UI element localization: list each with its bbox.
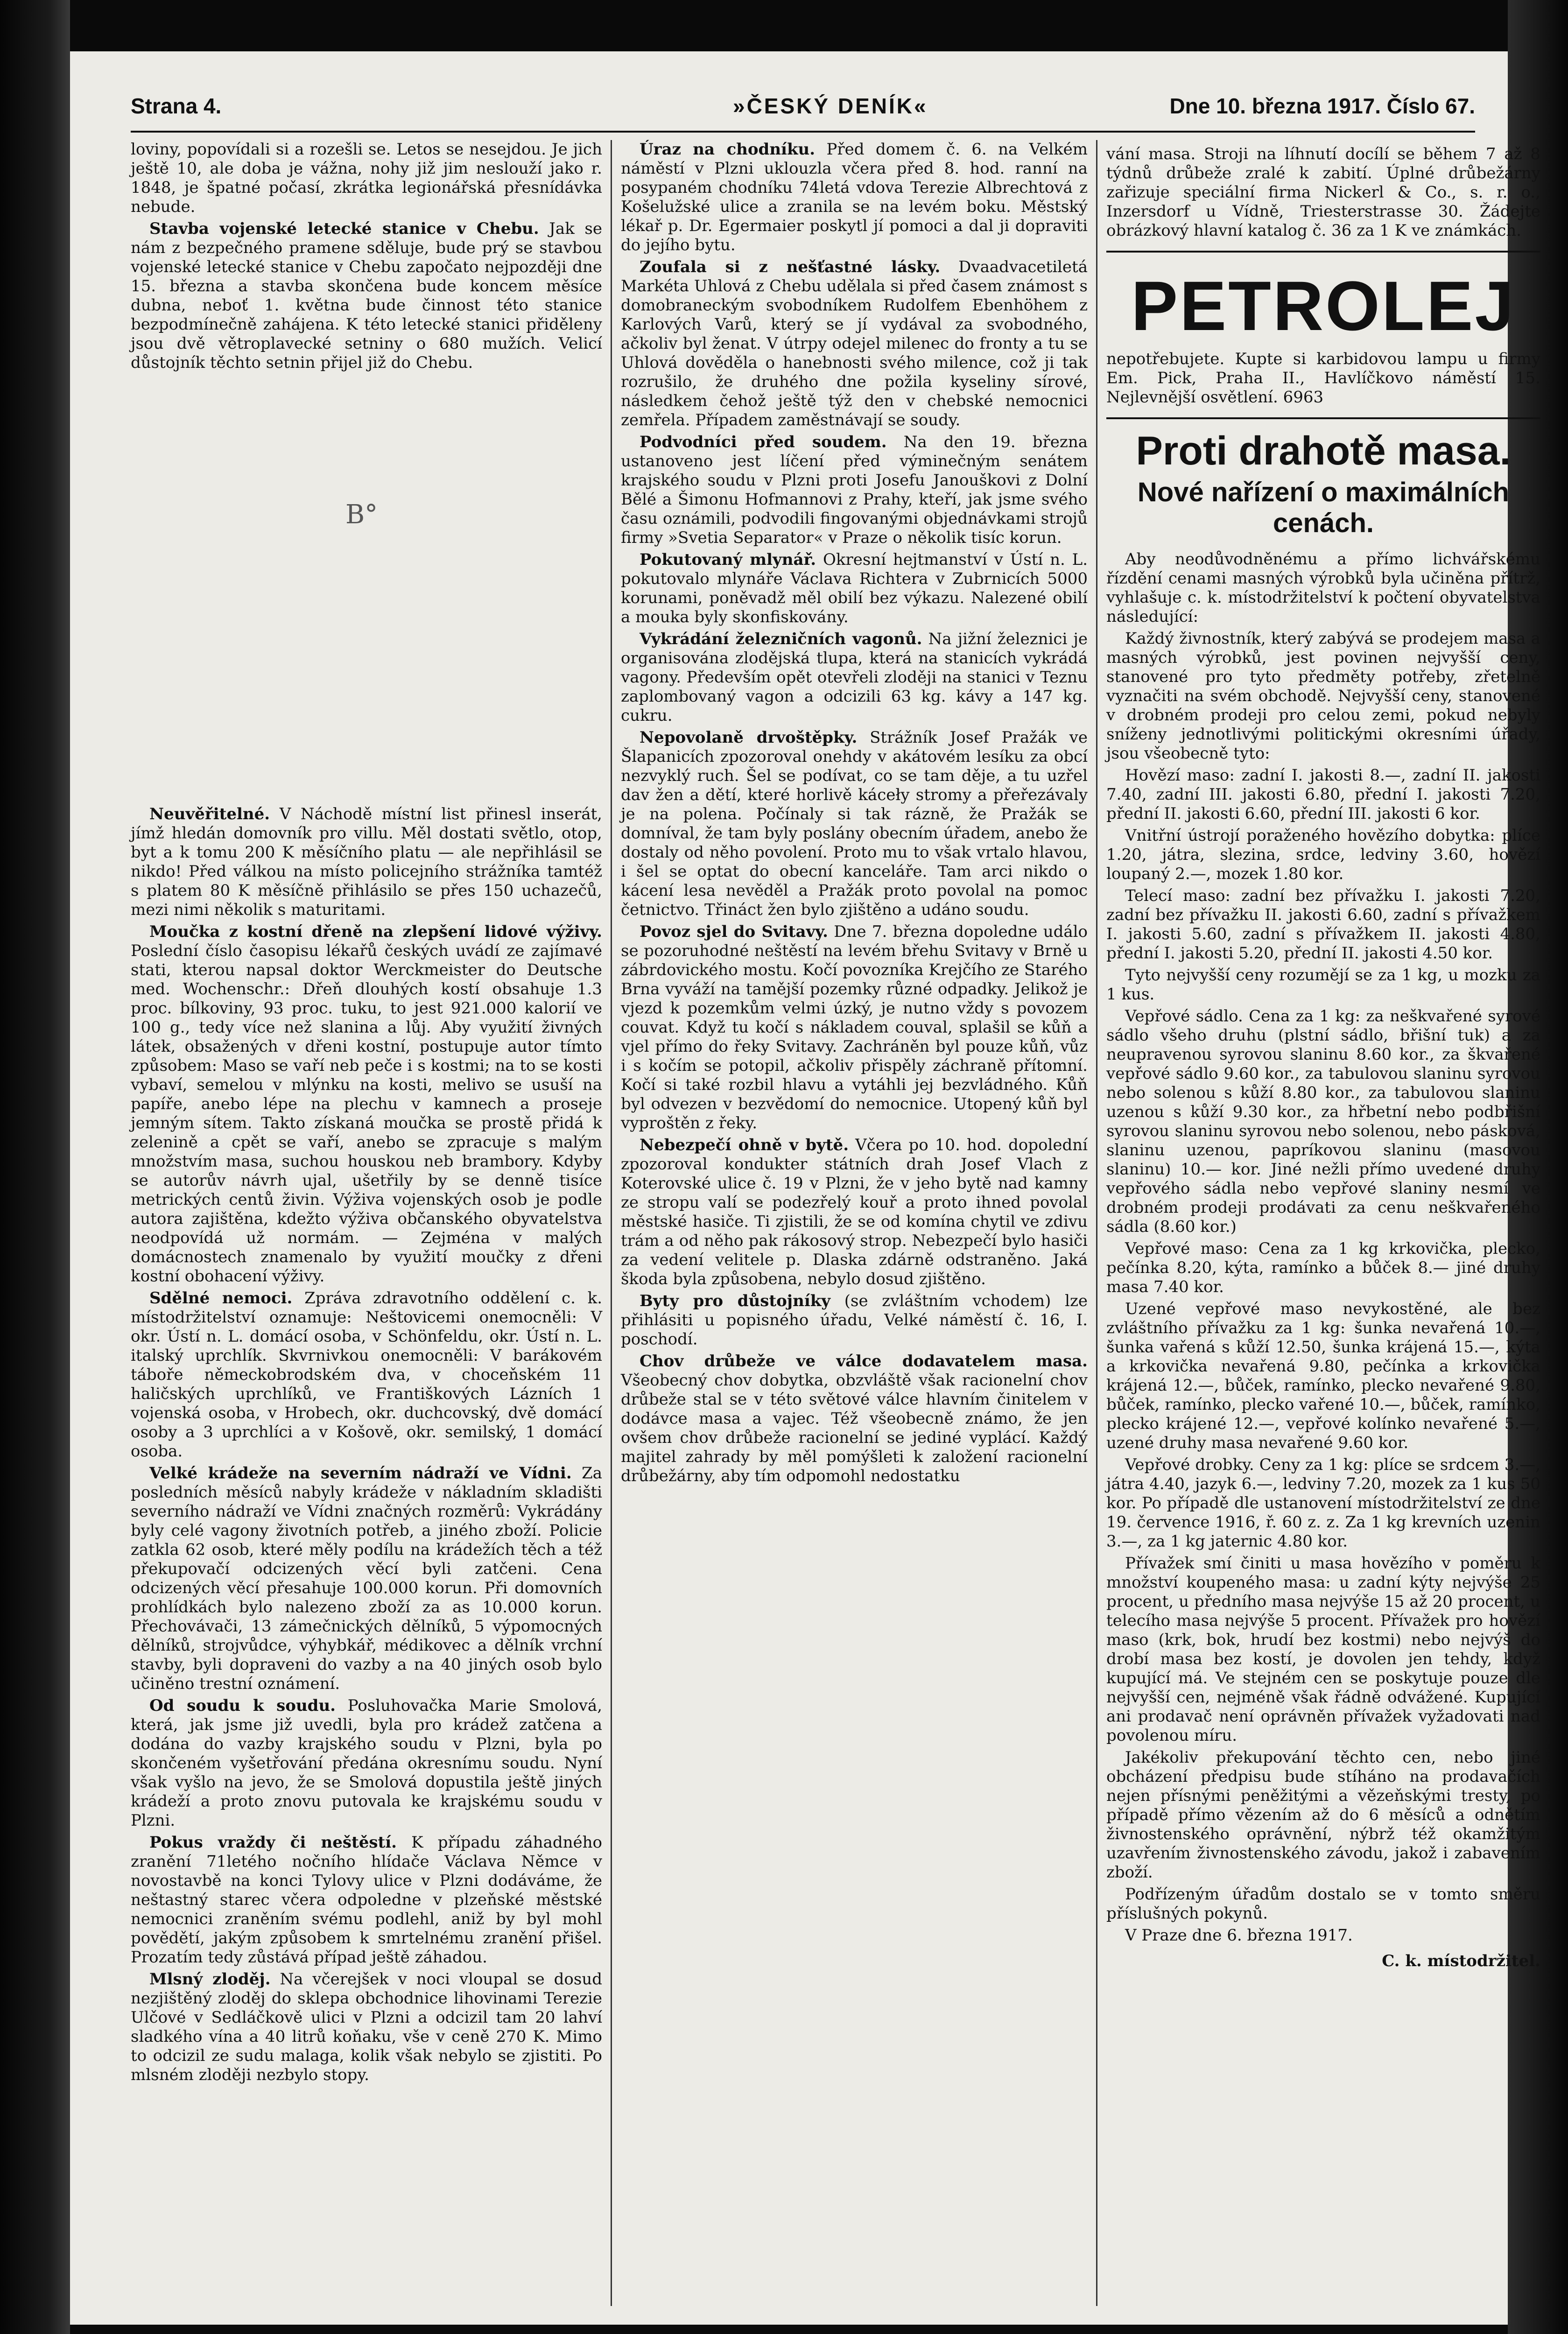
article-headline: Od soudu k soudu. <box>149 1696 336 1715</box>
issue-date: Dne 10. března 1917. Číslo 67. <box>1169 94 1475 118</box>
page-header <box>131 93 1475 131</box>
poultry-ad-continuation <box>1106 140 1540 253</box>
notice-paragraph: Vepřové maso: Cena za 1 kg krkovička, plecko, pečínka 8.20, kýta, ramínko a bůček 8.— jiné druhy masa 7.40 kor. <box>1106 1239 1540 1296</box>
article-text: Posluhovačka Marie Smolová, která, jak jsme již uvedli, byla pro krádež zatčena a dodána do vazby krajského soudu v Plzni, byla po skončeném vyšetřování předána okresnímu soudu. Nyní však vyšlo na jevo, že se Smolová dopustila ještě jiných krádeží a proto znovu putovala ke krajskému soudu v Plzni. <box>131 1696 603 1830</box>
article-text: Na jižní železnici je organisována zlodějská tlupa, která na stanicích vykrádá vagony. Především opět otevřeli zloději na stanici v Teznu zaplombovaný vagon a odcizili 63 kg. kávy a 147 kg. cukru. <box>621 630 1088 725</box>
article-headline: Mlsný zloděj. <box>149 1970 271 1989</box>
article <box>131 805 602 920</box>
article-text: Zpráva zdravotního oddělení c. k. místodržitelství oznamuje: Neštovicemi onemocněli: V okr. Ústí n. L. domácí osoba, v Schönfeldu, okr. Ústí n. L. italský uprchlík. Skvrnivkou onemocněli: V barákovém táboře německobrodském dva, v choceňském 11 haličských uprchlíků, ve Františkových Lázních 1 vojenská osoba, v Hrobech, okr. duchcovský, dvě domácí osoby a 3 uprchlíci a v Košově, okr. semilský, 1 domácí osoba. <box>131 1289 602 1461</box>
article <box>621 433 1088 548</box>
article-headline: Povoz sjel do Svitavy. <box>640 922 828 941</box>
notice-date: V Praze dne 6. března 1917. <box>1125 1926 1353 1945</box>
article-text: Včera po 10. hod. dopolední zpozoroval kondukter státních drah Josef Vlach z Koterovské ulice č. 19 v Plzni, že v jeho bytě nad kamny ze stropu valí se podezřelý kouř a proto ihned povolal městské hasiče. Ti zjistili, že se od komína chytil ve zdivu trám a od něho pak rákosový strop. Nebezpečí bylo hasiči za vedení velitele p. Dlaska zdárně odstraněno. Jaká škoda byla způsobena, nebylo dosud zjištěno. <box>621 1136 1088 1288</box>
article-headline: Velké krádeže na severním nádraží ve Vídni. <box>149 1464 572 1483</box>
masthead-title: »ČESKÝ DENÍK« <box>733 94 928 118</box>
classified-ad <box>621 1292 1088 1349</box>
classified-ad <box>621 1352 1088 1486</box>
ad-text: Všeobecný chov dobytka, obzvláště však racionelní chov drůbeže stal se v této světové válce hlavním činitelem v dodávce masa a vajec. Též všeobecně známo, že jen ovšem chov drůbeže racionelní se jediné vyplácí. Každý majitel zahrady by měl pomýšleti k založení racionelní drůbežárny, aby tím odpomohl nedostatku <box>621 1371 1088 1485</box>
article <box>621 1136 1088 1289</box>
notice-paragraph: Jakékoliv překupování těchto cen, nebo jiné obcházení předpisu bude stíháno na prodavačích nejen přísnými peněžitými a vězeňskými tresty, po případě přímo vězením až do 6 měsíců a odnětím živnostenského oprávnění, nýbrž též okamžitým uzavřením živnostenského závodu, jakož i zabavením zboží. <box>1106 1748 1540 1882</box>
article-headline: Pokus vraždy či neštěstí. <box>149 1833 397 1852</box>
article <box>131 1970 602 2085</box>
article-headline: Sdělné nemoci. <box>149 1289 293 1308</box>
notice-paragraph: Aby neodůvodněnému a přímo lichvářskému řízdění cenami masných výrobků byla učiněna přítrž, vyhlašuje c. k. místodržitelství k počtení obyvatelstva následující: <box>1106 550 1540 626</box>
petrolej-ad <box>1106 259 1540 419</box>
article <box>621 550 1088 627</box>
notice-paragraph: Uzené vepřové maso nevykostěné, ale bez zvláštního přívažku za 1 kg: šunka nevařená 10.—, šunka vařená s kůží 12.50, šunka krájená 15.—, kýta a krkovička nevařená 9.80, pečínka a krkovička krájená 12.—, bůček, ramínko, plecko nevařené 9.80, bůček, ramínko, plecko vařené 10.—, bůček, ramínko, plecko krájené 12.—, vepřové kolínko nevařené 5.—, uzené druhy masa nevařené 9.60 kor. <box>1106 1300 1540 1452</box>
column-3 <box>1106 140 1540 2311</box>
article <box>621 258 1088 430</box>
article <box>131 1289 602 1461</box>
column-2 <box>621 140 1088 2311</box>
article-text: K případu záhadného zranění 71letého nočního hlídače Václava Němce v novostavbě na konci Tylovy ulice v Plzni dodáváme, že neštastný starec včera odpoledne v plzeňské městské nemocnici zraněním svému podlehl, aniž by byl mohl povědětí, jakým způsobem k smrtelnému zranění přišel. Prozatím tedy zůstává případ ještě záhadou. <box>131 1833 603 1967</box>
notice-paragraph: Vnitřní ústrojí poraženého hovězího dobytka: plíce 1.20, játra, slezina, srdce, ledviny 3.60, hovězí loupaný 2.—, mozek 1.80 kor. <box>1106 826 1540 883</box>
article-text: Poslední číslo časopisu lékařů českých uvádí ze zajímavé stati, kterou napsal doktor Werckmeister do Deutsche med. Wochenschr.: Dřeň dlouhých kostí obsahuje 1.3 proc. bílkoviny, 93 proc. tuku, to jest 921.000 kalorií ve 100 g., tedy více než slanina a lůj. Aby využití živných látek, obsažených v dřeni kostní, postupuje autor tímto způsobem: Maso se vaří neb peče i s kostmi; na to se kosti vybaví, semelou v mlýnku na kosti, melivo se usuší na papíře, anebo lépe na plechu v kamnech a proseje jemným sítem. Takto získaná moučka se prostě přidá k zelenině a cpět se vaří, anebo se zpracuje s malým množstvím masa, suchou houskou neb brambory. Kdyby se autorův návrh ujal, ušetřily by se denně tisíce metrických centů živin. Výživa vojenských osob je podle autora zajištěna, kdežto výživa občanského obyvatelstva neodpovídá už normám. — Zejména v malých domácnostech znamenalo by využití moučky z dřeni kostní obohacení výživy. <box>131 942 602 1286</box>
ad-headline: PETROLEJ <box>1131 267 1516 345</box>
ad-text: (se zvláštním vchodem) lze přihlásiti u popisného úřadu, Velké náměstí č. 16, I. poschodí. <box>621 1292 1088 1349</box>
column-divider-2 <box>1096 140 1097 2306</box>
notice-paragraph: Podřízeným úřadům dostalo se v tomto směru příslušných pokynů. <box>1106 1885 1540 1923</box>
article <box>131 1833 602 1967</box>
article <box>131 922 602 1286</box>
article-headline: Podvodníci před soudem. <box>640 433 887 451</box>
newspaper-page <box>70 51 1540 2325</box>
article-headline: Stavba vojenské letecké stanice v Chebu. <box>149 219 539 238</box>
ad-headline: Byty pro důstojníky <box>640 1292 831 1310</box>
article-text: Jak se nám z bezpečného pramene sděluje, bude prý se stavbou vojenské letecké stanice v Chebu započato nejpozději dne 15. března a stavba skončena bude koncem měsíce dubna, neboť 1. května bude činnost této stanice bezpodmínečně zahájena. K této letecké stanici přiděleny jsou dvě větroplavecké setniny o 680 mužích. Velicí důstojník těchto setnin přijel již do Chebu. <box>131 219 602 372</box>
article <box>621 630 1088 725</box>
article <box>131 1464 602 1694</box>
article-headline: Úraz na chodníku. <box>640 140 816 159</box>
column-divider-1 <box>611 140 612 2306</box>
article-headline: Moučka z kostní dřeně na zlepšení lidové výživy. <box>149 922 602 941</box>
notice-paragraph: Přívažek smí činiti u masa hovězího v poměru k množství koupeného masa: u zadní kýty nejvýše 25 procent, u předního masa nejvýše 15 až 20 procent, u telecího masa nejvýše 5 procent. Přívažek pro hovězí maso (krk, bok, hrudí bez kostmi) nebo nejvýš do drobí masa bez kostí, je dovolen jen tehdy, když kupující má. Ve stejném cen se poskytuje pouze dle nejvyšší cen, nejméně však řádně odvážené. Kupující ani prodavač není oprávněn přívažek vyžadovati nad povolenou míru. <box>1106 1554 1540 1745</box>
page-number: Strana 4. <box>131 94 222 118</box>
notice-subheadline: Nové nařízení o maximálních cenách. <box>1137 477 1510 538</box>
article-headline: Nepovolaně drvoštěpky. <box>640 728 858 747</box>
column-1 <box>131 140 602 2311</box>
article-headline: Zoufala si z nešťastné lásky. <box>640 258 941 276</box>
article-text: Na včerejšek v noci vloupal se dosud nezjištěný zloděj do sklepa obchodnice lihovinami Terezie Ulčové v Sedláčkově ulici v Plzni a odcizil tam 20 lahví sladkého vína a 40 litrů koňaku, vše v ceně 270 K. Mimo to odcizil ze sudu malaga, kolik však nebylo se zjistiti. Po mlsném zloději nezbylo stopy. <box>131 1970 602 2084</box>
article-text: Na den 19. března ustanoveno jest líčení před výminečným senátem krajského soudu v Plzni proti Josefu Janouškovi z Dolní Bělé a Šimonu Hofmannovi z Prahy, kteří, jak jsme svého času oznámili, podvodili fingovanými objednávkami strojů firmy »Svetia Separator« v Praze o několik tisíc korun. <box>621 433 1088 547</box>
ad-text: nepotřebujete. Kupte si karbidovou lampu u firmy Em. Pick, Praha II., Havlíčkovo náměstí 15. Nejlevnější osvětlení. 6963 <box>1106 350 1540 407</box>
article-headline: Nebezpečí ohně v bytě. <box>640 1136 849 1154</box>
blank-space <box>131 375 602 805</box>
article-text: V Náchodě místní list přinesl inserát, jímž hledán domovník pro villu. Měl dostati světlo, otop, byt a k tomu 200 K měsíčního platu — ale nepřihlásil se nikdo! Před válkou na místo policejního strážníka tamtéž s platem 80 K měsíčně přihlásilo se přes 150 uchazečů, mezi nimi několik s maturitami. <box>131 805 602 919</box>
article-headline: Neuvěřitelné. <box>149 805 270 823</box>
article <box>621 140 1088 255</box>
article-text: Dne 7. března dopoledne událo se pozoruhodné neštěstí na levém břehu Svitavy v Brně u zábrdovického mostu. Kočí povozníka Krejčího ze Starého Brna vyváží na tamější pozemky různé odpadky. Jelikož je vjezd k pozemkům velmi úzký, je nutno vždy s povozem couvat. Když tu kočí s nákladem couval, splašil se kůň a vjel přímo do řeky Svitavy. Zachráněn byl pouze kůň, vůz i s kočím se potopil, ačkoliv přispěly záchraně přítomní. Kočí si také rozbil hlavu a vytáhli jej bezvládného. Kůň byl odvezen v bezvědomí do nemocnice. Utopený kůň byl vyproštěn z řeky. <box>621 922 1088 1132</box>
notice-paragraph: Každý živnostník, který zabývá se prodejem masa a masných výrobků, jest povinen nejvyšší ceny, stanovené pro tyto předměty potřeby, zřetelně vyznačiti na svém obchodě. Nejvyšší ceny, stanovené v drobném prodeji pro celou zemi, pokud nebyly sníženy jednotlivými politickými okresními úřady, jsou všeobecně tyto: <box>1106 629 1540 763</box>
library-stamp: B° <box>345 499 378 530</box>
article <box>131 1696 602 1830</box>
ad-text: vání masa. Stroji na líhnutí docílí se během 7 až 8 týdnů drůbeže zralé k zabití. Úplné drůbežárny zařizuje speciální firma Nickerl & Co., s. r. o., Inzersdorf u Vídně, Triesterstrasse 30. Žádejte obrázkový hlavní katalog č. 36 za 1 K ve známkách. <box>1106 145 1540 240</box>
article-text: Okresní hejtmanství v Ústí n. L. pokutovalo mlynáře Václava Richtera v Zubrnicích 5000 korunami, poněvadž měl obilí bez výkazu. Nalezené obilí a mouka byly skonfiskovány. <box>621 550 1088 626</box>
notice-paragraph: Vepřové drobky. Ceny za 1 kg: plíce se srdcem 3.—, játra 4.40, jazyk 6.—, ledviny 7.20, mozek za 1 kus 50 kor. Po případě dle ustanovení místodržitelství ze dne 19. července 1916, ř. 60 z. z. Za 1 kg krevních uzenin 3.—, za 1 kg jaternic 4.80 kor. <box>1106 1455 1540 1551</box>
scan-border-left <box>0 0 70 2334</box>
article <box>621 728 1088 920</box>
notice-paragraph: Tyto nejvyšší ceny rozumějí se za 1 kg, u mozku za 1 kus. <box>1106 966 1540 1004</box>
notice-headline: Proti drahotě masa. <box>1136 429 1511 473</box>
notice-paragraph: Telecí maso: zadní bez přívažku I. jakosti 7.20, zadní bez přívažku II. jakosti 6.60, zadní s přívažkem I. jakosti 5.60, zadní s přívažkem II. jakosti 4.80, přední I. jakosti 5.20, přední II. jakosti 4.50 kor. <box>1106 886 1540 963</box>
header-rule <box>131 131 1475 133</box>
article-text: loviny, popovídali si a rozešli se. Letos se nesejdou. Je jich ještě 10, ale doba je vážna, nohy již jim neslouží jako r. 1848, je špatné počasí, zkrátka legionářská přesnídávka nebude. <box>131 140 602 216</box>
article <box>131 219 602 373</box>
article-text: Strážník Josef Pražák ve Šlapanicích zpozoroval onehdy v akátovém lesíku za obcí nezvyklý ruch. Šel se podívat, co se tam děje, a tu uzřel dav žen a dětí, které horlivě káceły stromy a přeřezávaly je na polena. Počínaly si tak rázně, že Pražák se domníval, že tam byly poslány obecním úřadem, anebo že dostaly od něho povolení. Proto mu to však vrtalo hlavou, i šel se optat do obecní kanceláře. Tam arci nikdo o kácení lesa nevěděl a Pražák proto povolal na pomoc četnictvo. Třináct žen bylo zjištěno a udáno soudu. <box>621 728 1088 919</box>
notice-paragraph: Hovězí maso: zadní I. jakosti 8.—, zadní II. jakosti 7.40, zadní III. jakosti 6.80, přední I. jakosti 7.20, přední II. jakosti 6.60, přední III. jakosti 6 kor. <box>1106 766 1540 823</box>
article-text: Dvaadvacetiletá Markéta Uhlová z Chebu udělala si před časem známost s domobraneckým svobodníkem Rudolfem Ebenhöhem z Karlových Varů, který se jí vydával za svobodného, ačkoliv byl ženat. V útrpy odejel milenec do fronty a tu se Uhlová dověděla o hanebnosti svého milence, což ji tak rozrušilo, že druhého dne požila kyseliny sírové, následkem čehož ještě týž den v chebské nemocnici zemřela. Případem zaměstnávají se soudy. <box>621 258 1088 429</box>
article-headline: Pokutovaný mlynář. <box>640 550 816 569</box>
ad-headline: Chov drůbeže ve válce dodavatelem masa. <box>640 1352 1088 1371</box>
article-text: Před domem č. 6. na Velkém náměstí v Plzni uklouzla včera před 8. hod. ranní na posypaném chodníku 74letá vdova Terezie Albrechtová z Košelužské ulice a zranila se na levém boku. Městský lékař p. Dr. Egermaier poskytl jí pomoci a dal ji dopraviti do jejího bytu. <box>621 140 1088 254</box>
notice-signature: C. k. místodržitel. <box>1382 1952 1540 1970</box>
article-text: Za posledních měsíců nabyly krádeže v nákladním skladišti severního nádraží ve Vídni značných rozměrů: Vykrádány byly celé vagony životních potřeb, a jiného zboží. Policie zatkla 62 osob, které měly podílu na krádežích těch a též překupovačí odcizených věcí byli zatčeni. Cena odcizených věcí přesahuje 100.000 korun. Při domovních prohlídkách bylo nalezeno zboží za as 10.000 korun. Přechovávači, 13 zámečnických dělníků, 5 výpomocných dělníků, strojvůdce, výhybkář, médikovec a dělník vrchní stavby, byli dopraveni do vazby a na 40 jiných osob bylo učiněno trestní oznámení. <box>131 1464 602 1693</box>
article <box>621 922 1088 1133</box>
notice-paragraph: Vepřové sádlo. Cena za 1 kg: za neškvařené syrové sádlo všeho druhu (plstní sádlo, břišní tuk) a za neupravenou syrovou slaninu 8.60 kor., za škvařené vepřové sádlo 9.60 kor., za tabulovou slaninu syrovou nebo solenou s kůží 8.80 kor., za tabulovou slaninu uzenou s kůží 9.30 kor., za hřbetní nebo podbřišní syrovou slaninu syrovou nebo solenou, nebo pásková, slaninu uzenou, papríkovou slaninu (masovou slaninu) 10.— kor. Jiné nežli přímo uvedené druhy vepřového sádla nebo vepřové slaniny nesmí ve drobném prodeji prodávati za cenu neškvařeného sádla (8.60 kor.) <box>1106 1007 1540 1236</box>
article-headline: Vykrádání železničních vagonů. <box>640 630 922 648</box>
